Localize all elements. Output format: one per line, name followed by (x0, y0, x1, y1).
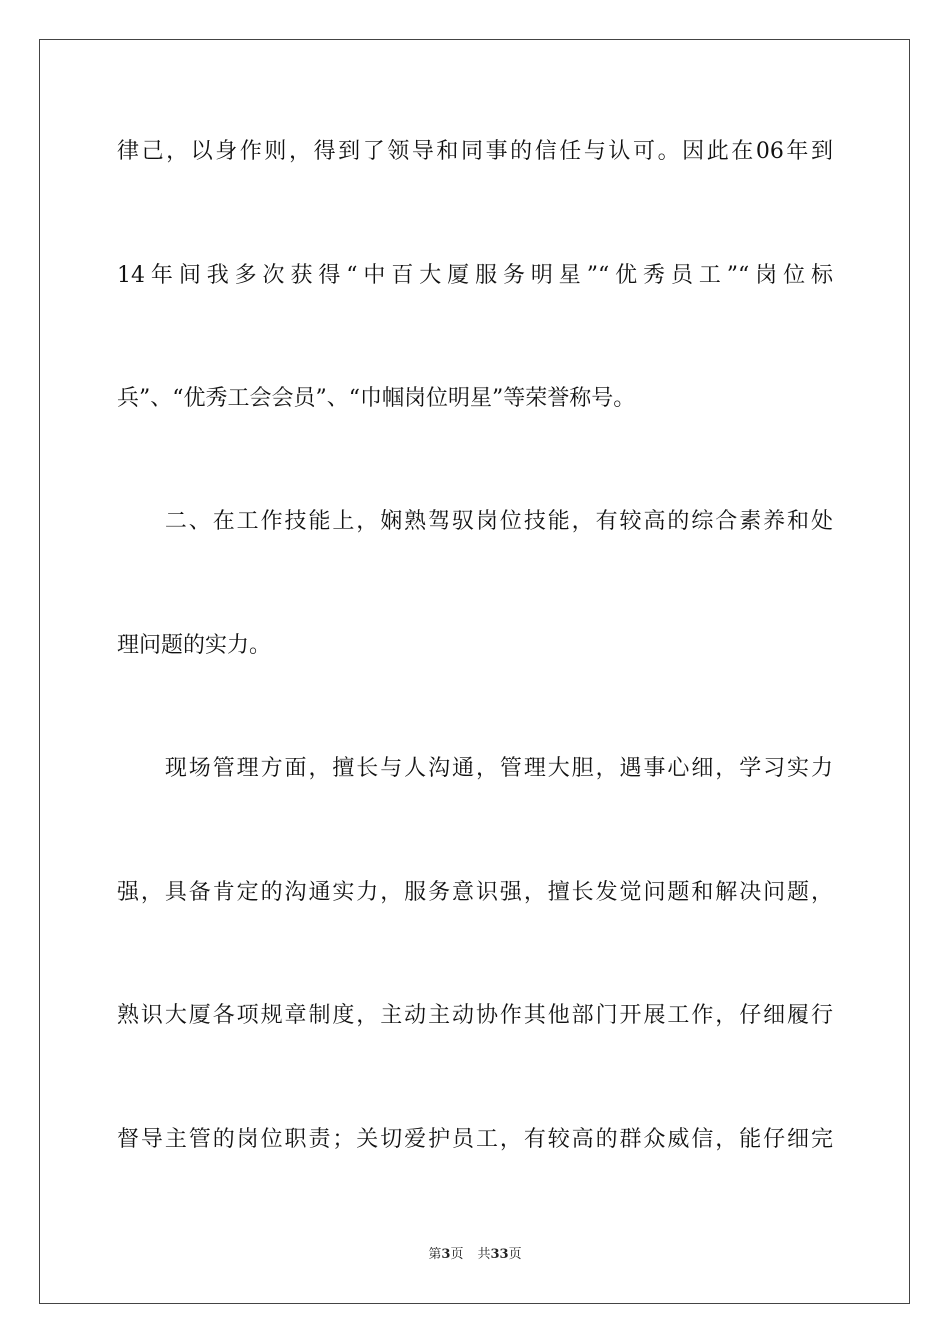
paragraph-line-3: 兵”、“优秀工会会员”、“巾帼岗位明星”等荣誉称号。 (117, 386, 636, 411)
paragraph-line-2: 14年间我多次获得“中百大厦服务明星”“优秀员工”“岗位标 (117, 263, 833, 288)
total-prefix: 共 (477, 1247, 491, 1262)
page-suffix: 页 (450, 1247, 464, 1262)
total-pages: 33 (490, 1247, 509, 1262)
page-prefix: 第 (428, 1247, 442, 1262)
paragraph-line-6: 现场管理方面，擅长与人沟通，管理大胆，遇事心细，学习实力 (117, 756, 833, 781)
page-number: 3 (441, 1247, 451, 1262)
total-suffix: 页 (508, 1247, 522, 1262)
paragraph-line-9: 督导主管的岗位职责；关切爱护员工，有较高的群众威信，能仔细完 (117, 1127, 833, 1152)
paragraph-line-7: 强，具备肯定的沟通实力，服务意识强，擅长发觉问题和解决问题， (117, 880, 833, 905)
paragraph-line-8: 熟识大厦各项规章制度，主动主动协作其他部门开展工作，仔细履行 (117, 1003, 833, 1028)
paragraph-line-4: 二、在工作技能上，娴熟驾驭岗位技能，有较高的综合素养和处 (117, 509, 833, 534)
page-footer (0, 1246, 950, 1264)
paragraph-line-1: 律己，以身作则，得到了领导和同事的信任与认可。因此在06年到 (117, 139, 833, 164)
paragraph-line-5: 理问题的实力。 (117, 633, 272, 658)
page-border (39, 39, 910, 1304)
